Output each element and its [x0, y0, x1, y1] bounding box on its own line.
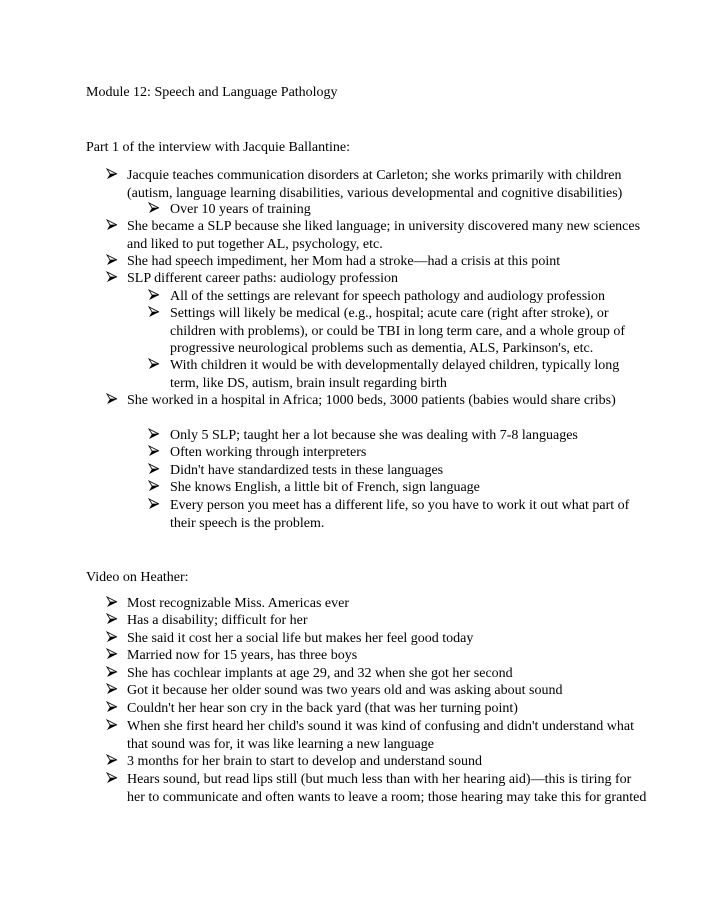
- section-heading-video: Video on Heather:: [86, 570, 189, 585]
- list-item-text: Got it because her older sound was two years old and was asking about sound: [127, 683, 563, 698]
- arrowhead-bullet-icon: [148, 498, 160, 510]
- arrowhead-bullet-icon: [106, 666, 118, 678]
- list-item-text: Couldn't her hear son cry in the back yard (that was her turning point): [127, 701, 518, 716]
- list-item-text: All of the settings are relevant for speech pathology and audiology profession: [170, 289, 606, 304]
- section-heading-interview: Part 1 of the interview with Jacquie Ballantine:: [86, 140, 350, 155]
- list-item-text: She had speech impediment, her Mom had a stroke—had a crisis at this point: [127, 254, 561, 269]
- list-item-text: She knows English, a little bit of French, sign language: [170, 480, 480, 495]
- arrowhead-bullet-icon: [106, 168, 118, 180]
- arrowhead-bullet-icon: [148, 358, 160, 370]
- arrowhead-bullet-icon: [106, 754, 118, 766]
- list-item-text: She has cochlear implants at age 29, and 32 when she got her second: [127, 666, 513, 681]
- arrowhead-bullet-icon: [148, 480, 160, 492]
- list-item-text: Didn't have standardized tests in these languages: [170, 463, 444, 478]
- list-item-text: Settings will likely be medical (e.g., hospital; acute care (right after stroke), or children with problems), or could be TBI in long term care, and a whole group of progressive neurological problems such as dementia, ALS, Parkinson's, etc.: [170, 306, 626, 356]
- arrowhead-bullet-icon: [106, 648, 118, 660]
- list-item-text: Hears sound, but read lips still (but much less than with her hearing aid)—this is tiring for her to communicate and often wants to leave a room; those hearing may take this for granted: [127, 772, 647, 805]
- arrowhead-bullet-icon: [148, 463, 160, 475]
- list-item-text: She worked in a hospital in Africa; 1000 beds, 3000 patients (babies would share cribs): [127, 393, 616, 408]
- list-item-text: Jacquie teaches communication disorders at Carleton; she works primarily with children (autism, language learning disabilities, various developmental and cognitive disabilities): [127, 168, 623, 201]
- arrowhead-bullet-icon: [148, 428, 160, 440]
- arrowhead-bullet-icon: [106, 393, 118, 405]
- arrowhead-bullet-icon: [106, 719, 118, 731]
- arrowhead-bullet-icon: [106, 254, 118, 266]
- list-item-text: 3 months for her brain to start to develop and understand sound: [127, 754, 482, 769]
- list-item-text: Every person you meet has a different life, so you have to work it out what part of their speech is the problem.: [170, 498, 630, 531]
- arrowhead-bullet-icon: [148, 202, 160, 214]
- list-item-text: With children it would be with developmentally delayed children, typically long term, like DS, autism, brain insult regarding birth: [170, 358, 620, 391]
- list-item-text: Has a disability; difficult for her: [127, 613, 308, 628]
- arrowhead-bullet-icon: [106, 271, 118, 283]
- arrowhead-bullet-icon: [106, 613, 118, 625]
- list-item-text: Most recognizable Miss. Americas ever: [127, 596, 349, 611]
- arrowhead-bullet-icon: [148, 445, 160, 457]
- list-item-text: SLP different career paths: audiology profession: [127, 271, 398, 286]
- arrowhead-bullet-icon: [106, 772, 118, 784]
- arrowhead-bullet-icon: [106, 219, 118, 231]
- list-item-text: Only 5 SLP; taught her a lot because she was dealing with 7-8 languages: [170, 428, 578, 443]
- list-item-text: She became a SLP because she liked language; in university discovered many new sciences and liked to put together AL, psychology, etc.: [127, 219, 641, 252]
- arrowhead-bullet-icon: [106, 683, 118, 695]
- list-item-text: When she first heard her child's sound it was kind of confusing and didn't understand what that sound was for, it was like learning a new language: [127, 719, 634, 752]
- list-item-text: Often working through interpreters: [170, 445, 367, 460]
- arrowhead-bullet-icon: [148, 306, 160, 318]
- list-item-text: Over 10 years of training: [170, 202, 311, 217]
- arrowhead-bullet-icon: [148, 289, 160, 301]
- list-item-text: Married now for 15 years, has three boys: [127, 648, 358, 663]
- list-item-text: She said it cost her a social life but makes her feel good today: [127, 631, 474, 646]
- arrowhead-bullet-icon: [106, 701, 118, 713]
- arrowhead-bullet-icon: [106, 596, 118, 608]
- document-title: Module 12: Speech and Language Pathology: [86, 85, 338, 100]
- arrowhead-bullet-icon: [106, 631, 118, 643]
